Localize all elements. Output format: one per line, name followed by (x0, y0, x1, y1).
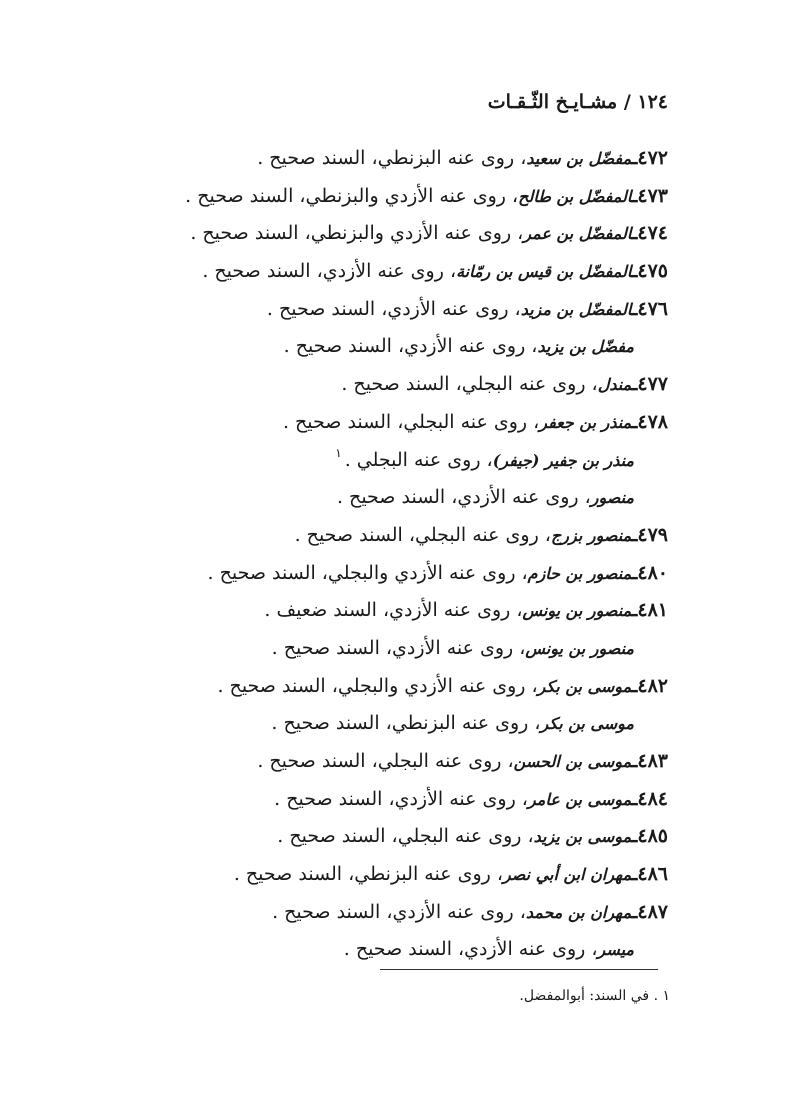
entry-text: ، روى عنه البجلي . (344, 448, 493, 471)
entry-line (68, 442, 668, 480)
entry-line (68, 178, 668, 216)
entry-name: موسى بن يزيد (533, 827, 632, 847)
entry-number: ٤٨٥ـ (631, 825, 668, 848)
entry-name: المفضّل بن طالح (518, 186, 632, 206)
page-header: ١٢٤ / مشـايـخ الثّـقـات (487, 91, 668, 113)
entry-number: ٤٧٥ـ (631, 260, 668, 283)
entry-line (68, 328, 668, 366)
entry-number: ٤٨٣ـ (631, 750, 668, 772)
entry-text: ، روى عنه البزنطي، السند صحيح . (271, 712, 541, 735)
entry-text: ، روى عنه الأزدي والبزنطي، السند صحيح . (185, 184, 519, 207)
entry-text: ، روى عنه الأزدي، السند صحيح . (336, 486, 591, 509)
entry-number: ٤٨٧ـ (631, 900, 668, 923)
entry-line (68, 592, 668, 630)
entry-text: ، روى عنه البجلي، السند صحيح . (277, 825, 534, 848)
footnote-separator (380, 969, 658, 970)
entry-name: موسى بن بكر (537, 676, 632, 696)
entry-name: مفضّل بن يزيد (537, 337, 634, 357)
entry-number: ٤٧٦ـ (631, 297, 668, 320)
footnote: ١ . في السند: أبوالمفضل. (519, 988, 670, 1004)
entry-text: ، روى عنه الأزدي والبزنطي، السند صحيح . (190, 222, 524, 245)
entry-text: ، روى عنه البزنطي، السند صحيح . (257, 147, 527, 169)
entry-text: ، روى عنه الأزدي والبجلي، السند صحيح . (207, 561, 528, 584)
entry-name: مفضّل بن سعيد (526, 149, 632, 168)
entry-line (68, 253, 668, 291)
entry-text: ، روى عنه البجلي، السند صحيح . (257, 750, 514, 772)
entry-name: مهران ابن أبي نصر (502, 865, 632, 885)
entry-name: منصور بن يونس (522, 601, 632, 621)
entry-name: منصور (590, 488, 634, 508)
entry-text: ، روى عنه الأزدي، السند صحيح . (283, 335, 538, 358)
entry-number: ٤٨١ـ (631, 599, 668, 622)
entry-text: ، روى عنه الأزدي، السند صحيح . (202, 260, 457, 283)
entry-text: ، روى عنه الأزدي، السند ضعيف . (264, 599, 523, 622)
entry-text: ، روى عنه الأزدي، السند صحيح . (272, 900, 526, 923)
entry-text: ، روى عنه البجلي، السند صحيح . (282, 410, 540, 433)
entry-name: المفضّل بن عمر (523, 224, 632, 244)
entry-line (68, 894, 668, 932)
entry-name: مهران بن محمد (525, 902, 632, 922)
entry-line (68, 215, 668, 253)
entry-list (68, 140, 668, 969)
entry-text: ، روى عنه البجلي، السند صحيح . (294, 523, 551, 546)
entry-line (68, 818, 668, 856)
entry-name: مندل (597, 375, 632, 395)
entry-number: ٤٨٤ـ (631, 787, 668, 810)
entry-text: ، روى عنه الأزدي، السند صحيح . (343, 938, 598, 961)
entry-number: ٤٧٣ـ (631, 184, 668, 207)
entry-number: ٤٧٨ـ (631, 410, 668, 433)
entry-name: المفضّل بن قيس بن رمّانة (456, 262, 632, 282)
entry-line (68, 705, 668, 743)
entry-line (68, 743, 668, 781)
entry-name: منصور بن يونس (525, 638, 634, 658)
entry-line (68, 630, 668, 668)
entry-name: منذر بن جفير (جيفر) (492, 450, 634, 470)
entry-number: ٤٨٦ـ (631, 863, 668, 886)
entry-line (68, 668, 668, 706)
entry-name: منصور بزرج (550, 525, 632, 545)
footnote-marker: ١ (335, 445, 342, 460)
entry-line (68, 291, 668, 329)
entry-line (68, 517, 668, 555)
entry-text: ، روى عنه البجلي، السند صحيح . (341, 373, 598, 396)
entry-line (68, 140, 668, 178)
entry-text: ، روى عنه الأزدي، السند صحيح . (274, 787, 528, 810)
entry-line (68, 404, 668, 442)
entry-line (68, 366, 668, 404)
entry-number: ٤٧٩ـ (631, 523, 668, 546)
entry-line (68, 555, 668, 593)
entry-line (68, 781, 668, 819)
entry-name: المفضّل بن مزيد (520, 299, 632, 319)
entry-number: ٤٧٤ـ (631, 222, 668, 245)
entry-number: ٤٨٢ـ (631, 674, 668, 697)
entry-text: ، روى عنه الأزدي والبجلي، السند صحيح . (217, 674, 538, 697)
entry-name: ميسر (597, 940, 634, 960)
entry-name: موسى بن الحسن (513, 752, 632, 771)
entry-name: منصور بن حازم (527, 563, 632, 583)
entry-number: ٤٧٧ـ (631, 373, 668, 396)
entry-number: ٤٧٢ـ (631, 147, 668, 169)
entry-name: موسى بن بكر (540, 714, 634, 734)
entry-name: منذر بن جعفر (539, 412, 632, 432)
entry-name: موسى بن عامر (527, 789, 632, 809)
entry-line (68, 479, 668, 517)
entry-text: ، روى عنه البزنطي، السند صحيح . (233, 863, 503, 886)
entry-text: ، روى عنه الأزدي، السند صحيح . (271, 636, 526, 659)
entry-line (68, 856, 668, 894)
entry-line (68, 931, 668, 969)
entry-number: ٤٨٠ـ (631, 561, 668, 584)
entry-text: ، روى عنه الأزدي، السند صحيح . (266, 297, 521, 320)
